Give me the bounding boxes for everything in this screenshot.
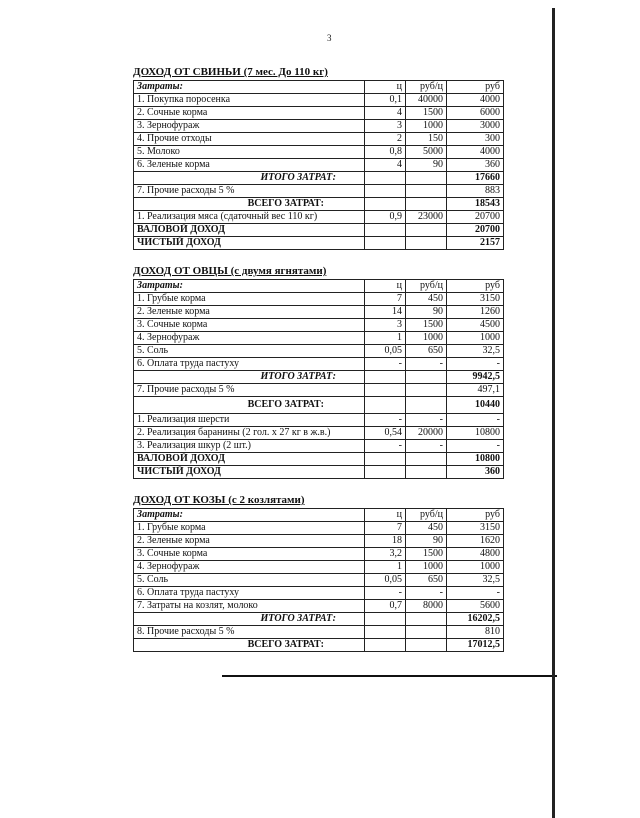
table-row [134, 345, 504, 358]
quantity-cell: 18 [365, 535, 406, 548]
row-label: 7. Прочие расходы 5 % [134, 185, 365, 198]
amount-cell: руб [447, 81, 504, 94]
table-row [134, 600, 504, 613]
quantity-cell: 1 [365, 332, 406, 345]
quantity-cell [365, 626, 406, 639]
amount-cell: 32,5 [447, 574, 504, 587]
quantity-cell: ц [365, 81, 406, 94]
price-cell [406, 384, 447, 397]
row-label: 1. Грубые корма [134, 522, 365, 535]
quantity-cell: ц [365, 280, 406, 293]
table-row [134, 146, 504, 159]
amount-cell: 4000 [447, 146, 504, 159]
quantity-cell [365, 172, 406, 185]
price-cell: 650 [406, 345, 447, 358]
quantity-cell [365, 185, 406, 198]
row-label: 6. Оплата труда пастуху [134, 587, 365, 600]
row-label: ВСЕГО ЗАТРАТ: [134, 397, 365, 414]
quantity-cell: 0,7 [365, 600, 406, 613]
row-label: 2. Зеленые корма [134, 535, 365, 548]
price-cell: - [406, 414, 447, 427]
table-row [134, 522, 504, 535]
price-cell: 1000 [406, 332, 447, 345]
price-cell [406, 198, 447, 211]
amount-cell: 4500 [447, 319, 504, 332]
table-row [134, 107, 504, 120]
amount-cell: 883 [447, 185, 504, 198]
amount-cell: 20700 [447, 211, 504, 224]
price-cell [406, 371, 447, 384]
row-label: ВАЛОВОЙ ДОХОД [134, 453, 365, 466]
table-row [134, 548, 504, 561]
price-cell [406, 613, 447, 626]
quantity-cell [365, 384, 406, 397]
price-cell [406, 172, 447, 185]
quantity-cell: - [365, 587, 406, 600]
table-row [134, 384, 504, 397]
quantity-cell [365, 198, 406, 211]
amount-cell: 1260 [447, 306, 504, 319]
row-label: Затраты: [134, 280, 365, 293]
quantity-cell [365, 613, 406, 626]
price-cell: 1500 [406, 107, 447, 120]
quantity-cell: 4 [365, 107, 406, 120]
scan-edge-line [552, 8, 555, 818]
table-row [134, 587, 504, 600]
amount-cell: 3150 [447, 293, 504, 306]
price-cell: 1000 [406, 120, 447, 133]
price-cell: - [406, 440, 447, 453]
row-label: 7. Затраты на козлят, молоко [134, 600, 365, 613]
row-label: ЧИСТЫЙ ДОХОД [134, 466, 365, 479]
row-label: 3. Реализация шкур (2 шт.) [134, 440, 365, 453]
amount-cell: 1000 [447, 561, 504, 574]
table-row [134, 358, 504, 371]
quantity-cell: 7 [365, 522, 406, 535]
row-label: 2. Сочные корма [134, 107, 365, 120]
amount-cell: 4000 [447, 94, 504, 107]
quantity-cell [365, 237, 406, 250]
pig-income-section [133, 66, 500, 250]
table-row [134, 159, 504, 172]
price-cell [406, 224, 447, 237]
price-cell: 1500 [406, 548, 447, 561]
quantity-cell [365, 466, 406, 479]
price-cell: руб/ц [406, 81, 447, 94]
amount-cell: 18543 [447, 198, 504, 211]
amount-cell: 3000 [447, 120, 504, 133]
amount-cell: 16202,5 [447, 613, 504, 626]
price-cell: 650 [406, 574, 447, 587]
quantity-cell [365, 453, 406, 466]
amount-cell: 2157 [447, 237, 504, 250]
sheep-income-section [133, 265, 500, 479]
quantity-cell: 2 [365, 133, 406, 146]
amount-cell: руб [447, 509, 504, 522]
row-label: 6. Зеленые корма [134, 159, 365, 172]
row-label: ИТОГО ЗАТРАТ: [134, 613, 365, 626]
quantity-cell: 7 [365, 293, 406, 306]
table-row [134, 440, 504, 453]
quantity-cell [365, 371, 406, 384]
table-row [134, 427, 504, 440]
amount-cell: 3150 [447, 522, 504, 535]
row-label: 5. Соль [134, 574, 365, 587]
table-row [134, 397, 504, 414]
quantity-cell: 0,05 [365, 345, 406, 358]
row-label: 6. Оплата труда пастуху [134, 358, 365, 371]
price-cell: 1000 [406, 561, 447, 574]
amount-cell: 5600 [447, 600, 504, 613]
amount-cell: 360 [447, 159, 504, 172]
table-row [134, 319, 504, 332]
quantity-cell: ц [365, 509, 406, 522]
row-label: 5. Молоко [134, 146, 365, 159]
price-cell [406, 185, 447, 198]
amount-cell: - [447, 414, 504, 427]
amount-cell: - [447, 358, 504, 371]
quantity-cell: 3 [365, 319, 406, 332]
row-label: 2. Зеленые корма [134, 306, 365, 319]
price-cell: 20000 [406, 427, 447, 440]
table-row [134, 574, 504, 587]
quantity-cell: 0,54 [365, 427, 406, 440]
quantity-cell [365, 639, 406, 652]
price-cell [406, 453, 447, 466]
price-cell: 90 [406, 159, 447, 172]
table-row [134, 561, 504, 574]
amount-cell: 4800 [447, 548, 504, 561]
quantity-cell: - [365, 358, 406, 371]
price-cell: - [406, 587, 447, 600]
goat-income-section [133, 494, 500, 652]
amount-cell: 17012,5 [447, 639, 504, 652]
price-cell: 450 [406, 293, 447, 306]
amount-cell: 17660 [447, 172, 504, 185]
price-cell: 23000 [406, 211, 447, 224]
row-label: 3. Зернофураж [134, 120, 365, 133]
row-label: Затраты: [134, 81, 365, 94]
price-cell: руб/ц [406, 280, 447, 293]
table-row [134, 185, 504, 198]
row-label: ЧИСТЫЙ ДОХОД [134, 237, 365, 250]
amount-cell: - [447, 587, 504, 600]
row-label: 1. Реализация шерсти [134, 414, 365, 427]
table-row [134, 613, 504, 626]
row-label: 1. Реализация мяса (сдаточный вес 110 кг) [134, 211, 365, 224]
price-cell: 90 [406, 306, 447, 319]
row-label: 2. Реализация баранины (2 гол. х 27 кг в ж.в.) [134, 427, 365, 440]
row-label: ИТОГО ЗАТРАТ: [134, 172, 365, 185]
table-row [134, 306, 504, 319]
table-row [134, 237, 504, 250]
price-cell: 1500 [406, 319, 447, 332]
row-label: 4. Зернофураж [134, 332, 365, 345]
table-row [134, 414, 504, 427]
amount-cell: 6000 [447, 107, 504, 120]
page-number: 3 [327, 33, 332, 43]
quantity-cell: 4 [365, 159, 406, 172]
quantity-cell [365, 224, 406, 237]
amount-cell: 1620 [447, 535, 504, 548]
amount-cell: 810 [447, 626, 504, 639]
table-row [134, 211, 504, 224]
amount-cell: 10800 [447, 427, 504, 440]
amount-cell: 9942,5 [447, 371, 504, 384]
quantity-cell: - [365, 414, 406, 427]
table-row [134, 453, 504, 466]
row-label: ВСЕГО ЗАТРАТ: [134, 639, 365, 652]
price-cell: 150 [406, 133, 447, 146]
goat-income-table [133, 508, 504, 652]
row-label: 3. Сочные корма [134, 548, 365, 561]
price-cell [406, 626, 447, 639]
row-label: 4. Зернофураж [134, 561, 365, 574]
amount-cell: руб [447, 280, 504, 293]
quantity-cell: 0,05 [365, 574, 406, 587]
price-cell: 40000 [406, 94, 447, 107]
quantity-cell: 3,2 [365, 548, 406, 561]
amount-cell: 1000 [447, 332, 504, 345]
price-cell [406, 237, 447, 250]
quantity-cell: 1 [365, 561, 406, 574]
section-title: ДОХОД ОТ СВИНЬИ (7 мес. До 110 кг) [133, 66, 328, 78]
row-label: 3. Сочные корма [134, 319, 365, 332]
table-row [134, 81, 504, 94]
section-title: ДОХОД ОТ ОВЦЫ (с двумя ягнятами) [133, 265, 327, 277]
table-row [134, 466, 504, 479]
sheep-income-table [133, 279, 504, 479]
bottom-rule [222, 675, 557, 677]
row-label: 5. Соль [134, 345, 365, 358]
price-cell: - [406, 358, 447, 371]
table-row [134, 280, 504, 293]
amount-cell: 360 [447, 466, 504, 479]
table-row [134, 133, 504, 146]
amount-cell: 10800 [447, 453, 504, 466]
table-row [134, 626, 504, 639]
table-row [134, 639, 504, 652]
price-cell [406, 639, 447, 652]
quantity-cell: - [365, 440, 406, 453]
quantity-cell [365, 397, 406, 414]
price-cell: руб/ц [406, 509, 447, 522]
table-row [134, 371, 504, 384]
table-row [134, 94, 504, 107]
price-cell: 90 [406, 535, 447, 548]
table-row [134, 509, 504, 522]
table-row [134, 224, 504, 237]
table-row [134, 198, 504, 211]
quantity-cell: 0,9 [365, 211, 406, 224]
table-row [134, 293, 504, 306]
row-label: 4. Прочие отходы [134, 133, 365, 146]
quantity-cell: 3 [365, 120, 406, 133]
quantity-cell: 0,1 [365, 94, 406, 107]
amount-cell: 20700 [447, 224, 504, 237]
row-label: 8. Прочие расходы 5 % [134, 626, 365, 639]
pig-income-table [133, 80, 504, 250]
row-label: ВАЛОВОЙ ДОХОД [134, 224, 365, 237]
price-cell: 5000 [406, 146, 447, 159]
price-cell: 450 [406, 522, 447, 535]
row-label: ИТОГО ЗАТРАТ: [134, 371, 365, 384]
row-label: ВСЕГО ЗАТРАТ: [134, 198, 365, 211]
table-row [134, 332, 504, 345]
quantity-cell: 0,8 [365, 146, 406, 159]
table-row [134, 535, 504, 548]
quantity-cell: 14 [365, 306, 406, 319]
row-label: 1. Покупка поросенка [134, 94, 365, 107]
amount-cell: 300 [447, 133, 504, 146]
row-label: 1. Грубые корма [134, 293, 365, 306]
table-row [134, 120, 504, 133]
price-cell [406, 466, 447, 479]
row-label: Затраты: [134, 509, 365, 522]
row-label: 7. Прочие расходы 5 % [134, 384, 365, 397]
section-title: ДОХОД ОТ КОЗЫ (с 2 козлятами) [133, 494, 305, 506]
price-cell: 8000 [406, 600, 447, 613]
amount-cell: 10440 [447, 397, 504, 414]
amount-cell: 497,1 [447, 384, 504, 397]
table-row [134, 172, 504, 185]
price-cell [406, 397, 447, 414]
amount-cell: - [447, 440, 504, 453]
amount-cell: 32,5 [447, 345, 504, 358]
